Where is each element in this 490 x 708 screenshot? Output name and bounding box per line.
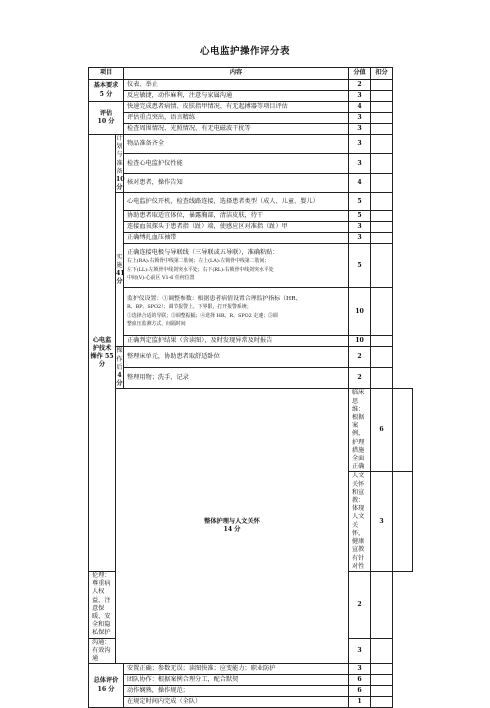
table-row bbox=[89, 233, 413, 244]
table-row bbox=[89, 675, 413, 686]
deduct-cell[interactable] bbox=[371, 244, 393, 288]
deduct-cell[interactable] bbox=[371, 113, 393, 124]
row-content: 物品准备齐全 bbox=[124, 135, 349, 154]
table-header-row bbox=[89, 68, 413, 80]
row-score: 2 bbox=[349, 80, 371, 91]
deduct-cell[interactable] bbox=[371, 91, 393, 102]
row-content-monitor-settings: 监护仪设置：①调整参数：根据患者病情设置合理监护指标（HR、 R、BP、SPO2）；调节报警上、下界限，打开报警系统； ②选择合适的导联；③调整振幅；④选择 HR、R、SPO2 走速；⑤调 整血压监测方式、间隔时间 bbox=[124, 288, 349, 336]
row-content: 安置正确；参数无误；读图快准；应变能力；职业防护 bbox=[124, 664, 349, 675]
row-score: 5 bbox=[349, 211, 371, 222]
row-score: 3 bbox=[349, 638, 371, 664]
table-row bbox=[89, 91, 413, 102]
table-row bbox=[89, 222, 413, 233]
deduct-cell[interactable] bbox=[371, 686, 393, 697]
table-row bbox=[89, 193, 413, 211]
header-deduct: 扣分 bbox=[371, 68, 393, 80]
deduct-cell[interactable] bbox=[371, 675, 393, 686]
row-score: 3 bbox=[349, 91, 371, 102]
row-score: 6 bbox=[371, 389, 393, 472]
table-row bbox=[89, 244, 413, 288]
row-content: 核对患者，操作告知 bbox=[124, 173, 349, 192]
deduct-cell[interactable] bbox=[371, 80, 393, 91]
row-content: 在规定时间内完成（全队） bbox=[124, 697, 349, 708]
deduct-cell[interactable] bbox=[371, 288, 393, 336]
row-content: 检查心电监护仪性能 bbox=[124, 154, 349, 173]
deduct-cell[interactable] bbox=[393, 472, 413, 571]
table-row bbox=[89, 697, 413, 708]
table-row bbox=[89, 173, 413, 192]
header-content: 内容 bbox=[124, 68, 349, 80]
row-content: 快速完成患者病情、皮肤指甲情况、有无起搏器等项目评估 bbox=[124, 102, 349, 113]
row-score: 3 bbox=[349, 664, 371, 675]
deduct-cell[interactable] bbox=[371, 233, 393, 244]
row-score: 10 bbox=[349, 288, 371, 336]
row-score: 4 bbox=[349, 102, 371, 113]
deduct-cell[interactable] bbox=[371, 135, 393, 154]
row-content: 仪表、举止 bbox=[124, 80, 349, 91]
deduct-cell[interactable] bbox=[371, 571, 393, 638]
table-row bbox=[89, 347, 413, 368]
subcategory-after: 操作后 4 分 bbox=[116, 347, 123, 388]
category-humanity: 整体护理与人文关怀 14 分 bbox=[116, 389, 349, 664]
category-assess: 评估 10 分 bbox=[89, 102, 124, 135]
row-content: 整理用物；洗手，记录 bbox=[124, 368, 349, 389]
deduct-cell[interactable] bbox=[371, 368, 393, 389]
table-row bbox=[89, 368, 413, 389]
table-row bbox=[89, 135, 413, 154]
row-score: 2 bbox=[349, 347, 371, 368]
deduct-cell[interactable] bbox=[371, 124, 393, 135]
row-score: 2 bbox=[349, 368, 371, 389]
row-score: 3 bbox=[371, 472, 393, 571]
deduct-cell[interactable] bbox=[371, 638, 393, 664]
row-score: 5 bbox=[349, 244, 371, 288]
deduct-cell[interactable] bbox=[393, 389, 413, 472]
row-score: 5 bbox=[349, 193, 371, 211]
table-row bbox=[89, 124, 413, 135]
row-content: 正确缚扎血压袖带 bbox=[124, 233, 349, 244]
row-content: 伦理：尊重病人权益，注意保暖、安全和隐私保护 bbox=[89, 571, 116, 638]
row-score: 1 bbox=[349, 697, 371, 708]
row-content: 人文关怀和宣教：体现人文关怀，健康宣教有针对性 bbox=[349, 472, 371, 571]
table-row bbox=[89, 336, 413, 347]
deduct-cell[interactable] bbox=[371, 173, 393, 192]
table-row bbox=[89, 113, 413, 124]
row-score: 6 bbox=[349, 686, 371, 697]
row-content: 协助患者取适宜体位，暴露胸部，清洁皮肤，待干 bbox=[124, 211, 349, 222]
table-row bbox=[89, 211, 413, 222]
table-row bbox=[89, 154, 413, 173]
row-content: 动作娴熟，操作规范； bbox=[124, 686, 349, 697]
row-content: 检查周围情况、光照情况、有无电磁波干扰等 bbox=[124, 124, 349, 135]
row-content: 连接血氧探头于患者指（趾）端，使感应区对准指（趾）甲 bbox=[124, 222, 349, 233]
deduct-cell[interactable] bbox=[371, 222, 393, 233]
row-content: 临床思维：根据案例，护理措施全面正确 bbox=[349, 389, 371, 472]
row-score: 3 bbox=[349, 222, 371, 233]
table-row bbox=[89, 288, 413, 336]
row-content: 团队协作：根据案例合理分工，配合默契 bbox=[124, 675, 349, 686]
header-item: 项目 bbox=[89, 68, 124, 80]
deduct-cell[interactable] bbox=[371, 102, 393, 113]
row-score: 3 bbox=[349, 124, 371, 135]
row-score: 6 bbox=[349, 675, 371, 686]
row-score: 3 bbox=[349, 154, 371, 173]
category-overall: 总体评价 16 分 bbox=[89, 664, 124, 708]
subcategory-plan: 计划与准备 10 分 bbox=[116, 135, 125, 192]
deduct-cell[interactable] bbox=[371, 664, 393, 675]
page-title: 心电监护操作评分表 bbox=[199, 46, 290, 57]
row-content: 整理床单元，协助患者取舒适卧位 bbox=[124, 347, 349, 368]
row-content: 反应敏捷，动作麻利，注意与家属沟通 bbox=[124, 91, 349, 102]
row-score: 3 bbox=[349, 113, 371, 124]
deduct-cell[interactable] bbox=[371, 347, 393, 368]
subcategory-implement: 实施 41 分 bbox=[116, 193, 124, 347]
table-row bbox=[89, 80, 413, 91]
deduct-cell[interactable] bbox=[371, 193, 393, 211]
row-content: 沟通：有效沟通 bbox=[89, 638, 116, 664]
table-row bbox=[89, 686, 413, 697]
row-score: 3 bbox=[349, 233, 371, 244]
row-score: 10 bbox=[349, 336, 371, 347]
row-score: 3 bbox=[349, 135, 371, 154]
row-content-ecg-leads: 正确连接电极与导联线（三导联或五导联），准确粘贴： 右上(RA):右锁骨中线第二肋间；左上(LA):左锁骨中线第二肋间； 左下(LL):左锁骨中线剑突水平处；右下(RL):右锁骨中线剑突水平处 中间(V):心前区 V1-6 任何位置 bbox=[124, 244, 349, 288]
score-table bbox=[88, 67, 413, 708]
category-basic: 基本要求 5 分 bbox=[89, 80, 124, 102]
table-row bbox=[89, 102, 413, 113]
row-content: 评估重点突出，语言精练 bbox=[124, 113, 349, 124]
deduct-cell[interactable] bbox=[371, 697, 393, 708]
row-content: 心电监护仪开机，检查线路连接，选择患者类型（成人、儿童、婴儿） bbox=[124, 193, 349, 211]
category-operation: 心电监护技术操作 55 分 bbox=[89, 135, 116, 572]
deduct-cell[interactable] bbox=[371, 336, 393, 347]
table-row bbox=[89, 389, 413, 472]
deduct-cell[interactable] bbox=[371, 154, 393, 173]
row-score: 4 bbox=[349, 173, 371, 192]
header-score: 分值 bbox=[349, 68, 371, 80]
row-score: 2 bbox=[349, 571, 371, 638]
table-row bbox=[89, 664, 413, 675]
deduct-cell[interactable] bbox=[371, 211, 393, 222]
row-content: 正确判定监护结果（含读图），及时发现异常及时报告 bbox=[124, 336, 349, 347]
